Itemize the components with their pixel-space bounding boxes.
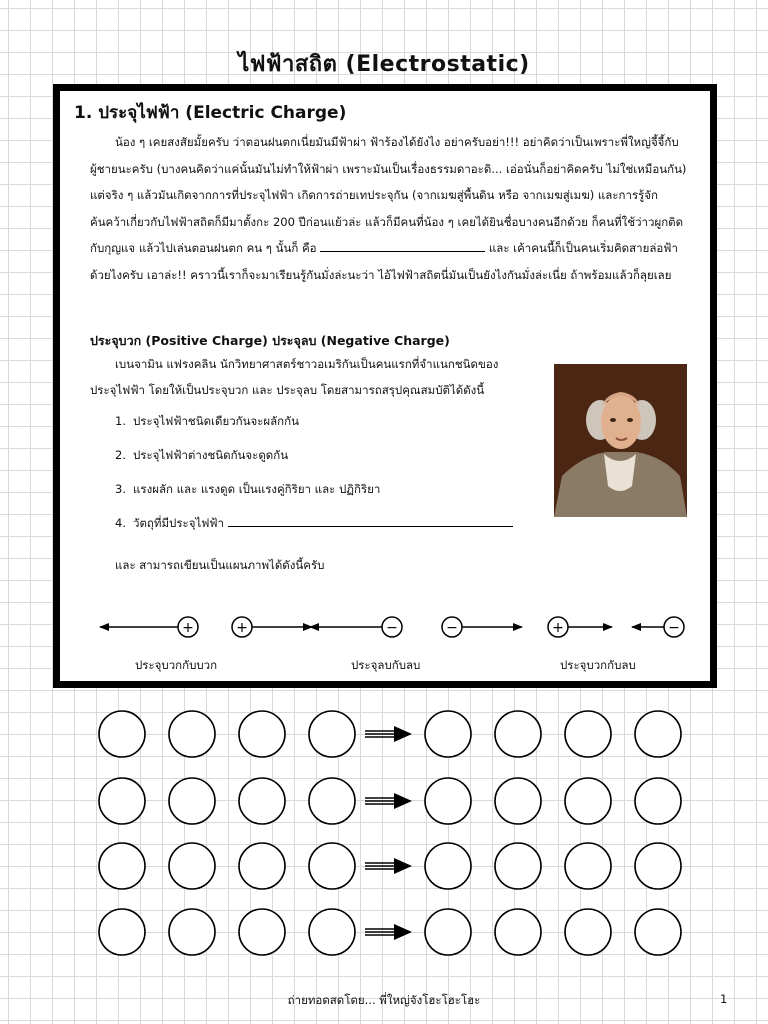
blank-circle (425, 843, 471, 889)
blank-circle (169, 909, 215, 955)
charge-label: ประจุบวกกับบวก (135, 658, 218, 672)
blank-circle (169, 711, 215, 757)
blank-circle (635, 778, 681, 824)
blank-circle (99, 843, 145, 889)
page-number: 1 (720, 992, 728, 1006)
blank-circle (565, 778, 611, 824)
footer-text: ถ่ายทอดสดโดย... พี่ใหญ่จังโฮะโฮะโฮะ (287, 993, 481, 1007)
charge-symbol: + (552, 620, 564, 636)
blank-circle (495, 778, 541, 824)
property-list (115, 408, 513, 544)
blank-circle (635, 711, 681, 757)
list-item: 3. แรงผลัก และ แรงดูด เป็นแรงคู่กิริยา และ ปฏิกิริยา (115, 482, 381, 496)
blank-circle (495, 711, 541, 757)
charge-symbol: + (236, 620, 248, 636)
blank-circle (565, 711, 611, 757)
list-item: 2. ประจุไฟฟ้าต่างชนิดกันจะดูดกัน (115, 448, 289, 462)
content-frame (53, 84, 717, 688)
intro-paragraph (90, 129, 690, 288)
blank-circle (169, 843, 215, 889)
blank-circle (635, 843, 681, 889)
section-heading: 1. ประจุไฟฟ้า (Electric Charge) (74, 103, 347, 123)
blank-circle (565, 909, 611, 955)
answer-blank[interactable] (228, 512, 513, 527)
blank-circle (495, 909, 541, 955)
blank-circle (309, 711, 355, 757)
charge-symbol: − (446, 620, 458, 636)
charge-label: ประจุลบกับลบ (351, 658, 421, 672)
blank-circle (425, 711, 471, 757)
transition-arrow (365, 726, 412, 742)
blank-circle (99, 909, 145, 955)
answer-blank[interactable] (320, 237, 485, 252)
blank-circle (239, 778, 285, 824)
franklin-portrait (554, 364, 687, 517)
blank-circle (425, 778, 471, 824)
exercise-diagram (90, 704, 690, 974)
list-item: 1. ประจุไฟฟ้าชนิดเดียวกันจะผลักกัน (115, 414, 299, 428)
list-item: 4. วัตถุที่มีประจุไฟฟ้า (115, 510, 513, 544)
blank-circle (239, 843, 285, 889)
blank-circle (309, 843, 355, 889)
blank-circle (635, 909, 681, 955)
charge-symbol: − (386, 620, 398, 636)
blank-circle (239, 711, 285, 757)
charge-label: ประจุบวกกับลบ (560, 658, 636, 672)
charge-diagram (90, 607, 690, 647)
blank-circle (565, 843, 611, 889)
transition-arrow (365, 858, 412, 874)
blank-circle (99, 711, 145, 757)
blank-circle (425, 909, 471, 955)
intro-text-after: และ เค้าคนนี้ก็เป็นคนเริ่มคิดสายล่อฟ้าด้วยไงครับ เอาล่ะ!! คราวนี้เราก็จะมาเรียนรู้กันมั่งล่ะนะว่า ไอ้ไฟฟ้าสถิตนี่มันเป็นยังไงกันมั่งล่ะเนี่ย ถ้าพร้อมแล้วก็ลุยเลย (90, 241, 678, 282)
blank-circle (309, 778, 355, 824)
franklin-paragraph: เบนจามิน แฟรงคลิน นักวิทยาศาสตร์ชาวอเมริกันเป็นคนแรกที่จำแนกชนิดของประจุไฟฟ้า โดยให้เป็นประจุบวก และ ประจุลบ โดยสามารถสรุปคุณสมบัติได้ดังนี้ (90, 357, 499, 397)
blank-circle (309, 909, 355, 955)
charge-symbol: − (668, 620, 680, 636)
transition-arrow (365, 793, 412, 809)
blank-circle (169, 778, 215, 824)
transition-arrow (365, 924, 412, 940)
charge-symbol: + (182, 620, 194, 636)
diagram-note: และ สามารถเขียนเป็นแผนภาพได้ดังนี้ครับ (115, 558, 325, 572)
subsection-heading: ประจุบวก (Positive Charge) ประจุลบ (Negative Charge) (90, 333, 450, 348)
blank-circle (239, 909, 285, 955)
blank-circle (99, 778, 145, 824)
intro-text-before: น้อง ๆ เคยสงสัยมั้ยครับ ว่าตอนฝนตกเนี่ยมันมีฟ้าผ่า ฟ้าร้องได้ยังไง อย่าครับอย่า!!! อย่าคิดว่าเป็นเพราะพี่ใหญ่จี้จี้กับผู้ชายนะครับ (บางคนคิดว่าแค่นั้นมันไม่ทำให้ฟ้าผ่า เพราะมันเป็นเรื่องธรรมดาอะดิ... เอ่อนั่นก็อย่าคิดครับ ไม่ใช่เหมือนกัน) แต่จริง ๆ แล้วมันเกิดจากการที่ประจุไฟฟ้า เกิดการถ่ายเทประจุกัน (จากเมฆสู่พื้นดิน หรือ จากเมฆสู่เมฆ) และการรู้จัก ค้นคว้าเกี่ยวกับไฟฟ้าสถิตก็มีมาตั้งกะ 200 ปีก่อนแย้วล่ะ แล้วก็มีคนที่น้อง ๆ เคยได้ยินชื่อบางคนอีกด้วย ก็คนที่ใช้ว่าวผูกติดกับกุญแจ แล้วไปเล่นตอนฝนตก คน ๆ นั้นก็ คือ (90, 135, 687, 255)
page-title: ไฟฟ้าสถิต (Electrostatic) (238, 52, 530, 77)
blank-circle (495, 843, 541, 889)
